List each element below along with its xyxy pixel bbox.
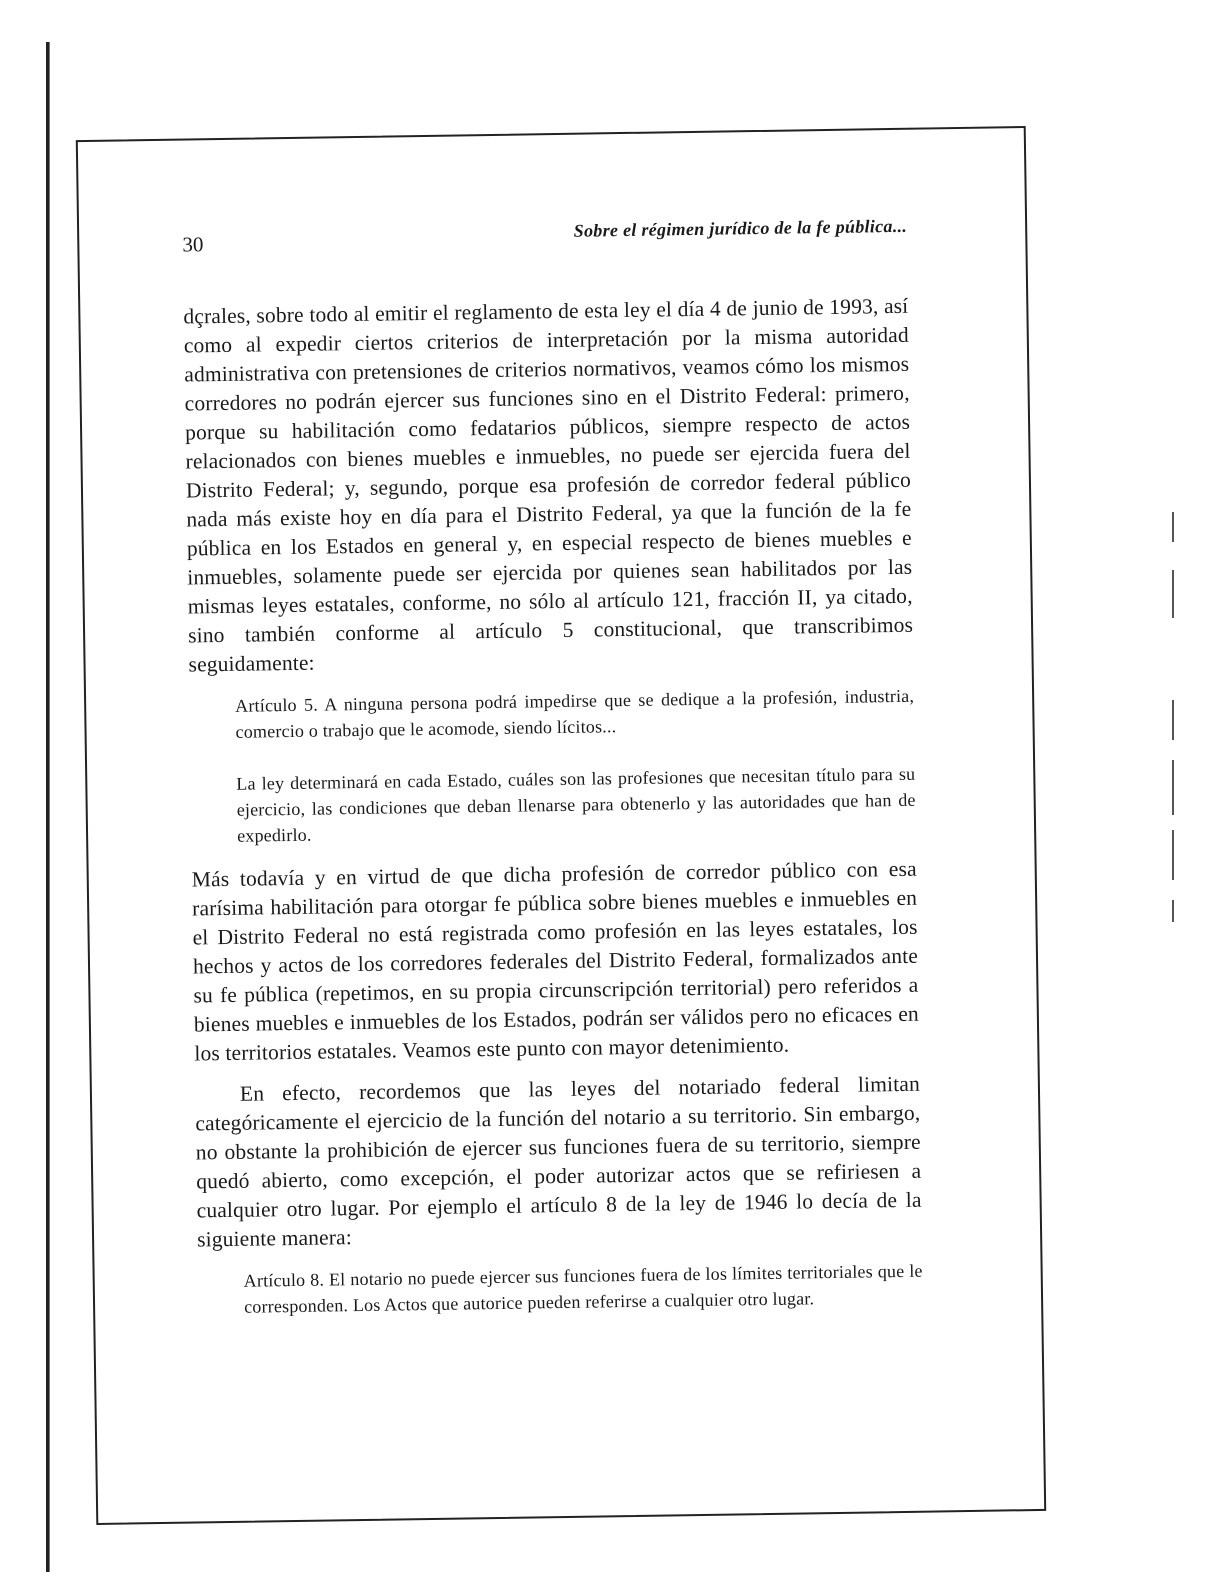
scan-artifact [1172,570,1174,618]
body-paragraph-1: dçrales, sobre todo al emitir el reglamento de esta ley el día 4 de junio de 1993, así como al expedir ciertos criterios de interpretación por la misma autoridad administrativa con pretensiones de criterios normativos, veamos cómo los mismos corredores no podrán ejercer sus funciones sino en el Distrito Federal: primero, porque su habilitación como fedatarios públicos, siempre respecto de actos relacionados con bienes muebles e inmuebles, no puede ser ejercida fuera del Distrito Federal; y, segundo, porque esa profesión de corredor federal público nada más existe hoy en día para el Distrito Federal, ya que la función de la fe pública en los Estados en general y, en especial respecto de bienes muebles e inmuebles, solamente puede ser ejercida por quienes sean habilitados por las mismas leyes estatales, conforme, no sólo al artículo 121, fracción II, ya citado, sino también conforme al artículo 5 constitucional, que transcribimos seguidamente: [183,293,914,677]
scan-artifact [1172,512,1174,542]
body-paragraph-2: Más todavía y en virtud de que dicha profesión de corredor público con esa rarísima habilitación para otorgar fe pública sobre bienes muebles e inmuebles en el Distrito Federal no está registrada como profesión en las leyes estatales, los hechos y actos de los corredores federales del Distrito Federal, formalizados ante su fe pública (repetimos, en su propia circunscripción territorial) pero referidos a bienes muebles e inmuebles de los Estados, podrán ser válidos pero no eficaces en los territorios estatales. Veamos este punto con mayor detenimiento. [191,856,920,1066]
page-header [182,215,908,263]
scan-artifact [1172,900,1174,922]
scan-artifact [1172,700,1174,740]
scan-edge-line-secondary [49,42,50,1572]
page-number: 30 [182,232,204,257]
body-paragraph-3: En efecto, recordemos que las leyes del notariado federal limitan categóricamente el ejercicio de la función del notario a su territorio. Sin embargo, no obstante la prohibición de ejercer sus funciones fuera de su territorio, siempre quedó abierto, como excepción, el poder autorizar actos que se refiriesen a cualquier otro lugar. Por ejemplo el artículo 8 de la ley de 1946 lo decía de la siguiente manera: [195,1071,922,1252]
quote-article-5-continued: La ley determinará en cada Estado, cuáles son las profesiones que necesitan título para su ejercicio, las condiciones que deban llenarse para obtenerlo y las autoridades que han de expedirlo. [236,763,916,846]
page-content [182,215,923,1321]
quote-article-8: Artículo 8. El notario no puede ejercer sus funciones fuera de los límites territoriales que le corresponden. Los Actos que autorice pueden referirse a cualquier otro lugar. [243,1260,923,1317]
scan-artifact [1172,830,1174,880]
quote-article-5: Artículo 5. A ninguna persona podrá impedirse que se dedique a la profesión, industria, comercio o trabajo que le acomode, siendo lícitos... [235,685,915,742]
page-frame [76,126,1046,1525]
scan-artifact [1172,760,1174,815]
running-head: Sobre el régimen jurídico de la fe pública... [573,215,908,241]
